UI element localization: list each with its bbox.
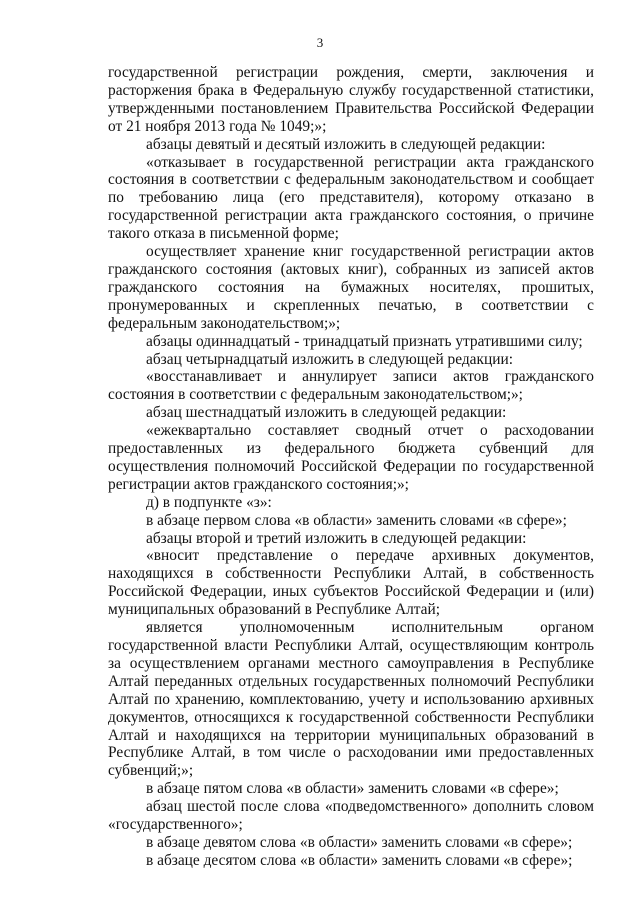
paragraph: в абзаце девятом слова «в области» заменить словами «в сфере»; — [146, 833, 573, 851]
paragraph: абзацы одиннадцатый - тринадцатый признать утратившими силу; — [146, 332, 583, 350]
paragraph: в абзаце первом слова «в области» заменить словами «в сфере»; — [146, 511, 567, 529]
paragraph: абзац четырнадцатый изложить в следующей редакции: — [146, 350, 513, 368]
paragraph: абзацы девятый и десятый изложить в следующей редакции: — [146, 135, 546, 153]
paragraph: «вносит представление о передаче архивных документов, находящихся в собственности Республики Алтай, в собственность Российской Федерации, иных субъектов Российской Федерации и (или) муниципальных образований в Республике Алтай; — [108, 547, 594, 619]
document-body — [108, 64, 594, 870]
paragraph: абзац шестнадцатый изложить в следующей редакции: — [146, 404, 507, 422]
paragraph: государственной регистрации рождения, смерти, заключения и расторжения брака в Федеральную службу государственной статистики, утвержденными постановлением Правительства Российской Федерации от 21 ноября 2013 года № 1049;»; — [108, 64, 594, 135]
paragraph: является уполномоченным исполнительным органом государственной власти Республики Алтай, осуществляющим контроль за осуществлением органами местного самоуправления в Республике Алтай переданных отдельных государственных полномочий Республики Алтай по хранению, комплектованию, учету и использованию архивных документов, относящихся к государственной собственности Республики Алтай и находящихся на территории муниципальных образований в Республике Алтай, в том числе о расходовании ими предоставленных субвенций;»; — [108, 619, 594, 780]
paragraph: абзац шестой после слова «подведомственного» дополнить словом «государственного»; — [108, 798, 594, 834]
paragraph: абзацы второй и третий изложить в следующей редакции: — [146, 529, 527, 547]
paragraph: «восстанавливает и аннулирует записи актов гражданского состояния в соответствии с федеральным законодательством;»; — [108, 368, 594, 404]
paragraph: «отказывает в государственной регистрации акта гражданского состояния в соответствии с федеральным законодательством и сообщает по требованию лица (его представителя), которому отказано в государственной регистрации акта гражданского состояния, о причине такого отказа в письменной форме; — [108, 153, 594, 243]
page-number: 3 — [316, 35, 324, 50]
paragraph: д) в подпункте «з»: — [146, 493, 272, 511]
paragraph: в абзаце десятом слова «в области» заменить словами «в сфере»; — [146, 851, 573, 869]
paragraph: в абзаце пятом слова «в области» заменить словами «в сфере»; — [146, 780, 559, 798]
paragraph: «ежеквартально составляет сводный отчет о расходовании предоставленных из федерального бюджета субвенций для осуществления полномочий Российской Федерации по государственной регистрации актов гражданского состояния;»; — [108, 422, 594, 493]
paragraph: осуществляет хранение книг государственной регистрации актов гражданского состояния (актовых книг), собранных из записей актов гражданского состояния на бумажных носителях, прошитых, пронумерованных и скрепленных печатью, в соответствии с федеральным законодательством;»; — [108, 243, 594, 332]
